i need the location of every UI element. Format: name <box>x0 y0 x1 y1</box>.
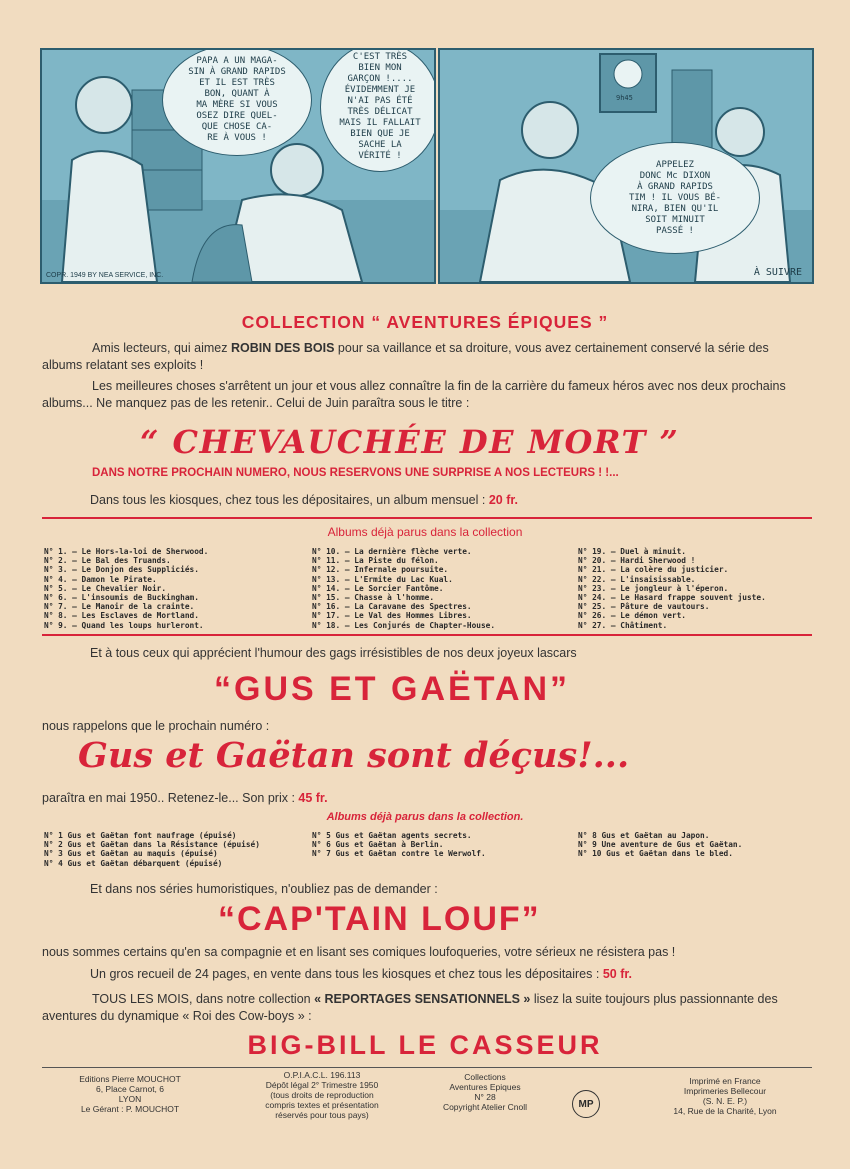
speech-bubble-man: APPELEZ DONC Mc DIXON À GRAND RAPIDS TIM ! IL VOUS BÉ- NIRA, BIEN QU'IL SOIT MINUIT PASSÉ ! <box>590 142 760 254</box>
list-item: N° 8. — Les Esclaves de Mortland. <box>44 611 199 621</box>
footer-line: 6, Place Carnot, 6 <box>95 1084 165 1094</box>
list-item: N° 14. — Le Sorcier Fantôme. <box>312 583 444 593</box>
list-item: N° 16. — La Caravane des Spectres. <box>312 602 472 612</box>
gus-next-title: Gus et Gaëtan sont déçus!... <box>78 735 630 776</box>
next-album-title: “ CHEVAUCHÉE DE MORT ” <box>140 423 680 461</box>
list-item: N° 4 Gus et Gaëtan débarquent (épuisé) <box>44 858 223 868</box>
comic-strip <box>40 48 810 280</box>
list-item: N° 8 Gus et Gaëtan au Japon. <box>578 831 710 840</box>
copyright-credit: COPR. 1949 BY NEA SERVICE, INC. <box>46 272 164 279</box>
kiosk-line: Dans tous les kiosques, chez tous les dépositaires, un album mensuel : 20 fr. <box>90 493 519 507</box>
list-item: N° 26. — Le démon vert. <box>578 611 686 621</box>
list-item: N° 5 Gus et Gaëtan agents secrets. <box>312 831 472 840</box>
list-item: N° 12. — Infernale poursuite. <box>312 565 449 575</box>
footer-line: N° 28 <box>474 1092 496 1102</box>
list-item: N° 21. — La colère du justicier. <box>578 565 729 575</box>
list-item: N° 1 Gus et Gaëtan font naufrage (épuisé) <box>44 831 237 840</box>
list-item: N° 24. — Le Hasard frappe souvent juste. <box>578 593 766 603</box>
list-item: N° 22. — L'insaisissable. <box>578 574 696 584</box>
footer-line: Aventures Epiques <box>449 1082 521 1092</box>
list-item: N° 11. — La Piste du félon. <box>312 556 439 566</box>
divider-top <box>42 517 812 519</box>
gus-list-col1 <box>44 831 260 868</box>
comic-panel-2 <box>438 48 814 284</box>
footer-publisher <box>50 1074 210 1114</box>
list-item: N° 2. — Le Bal des Truands. <box>44 556 171 566</box>
list-item: N° 9 Une aventure de Gus et Gaëtan. <box>578 840 743 850</box>
gus-list-col3 <box>578 831 742 859</box>
gus-title: “GUS ET GAËTAN” <box>214 670 571 708</box>
surprise-announcement: DANS NOTRE PROCHAIN NUMERO, NOUS RESERVONS UNE SURPRISE A NOS LECTEURS ! !... <box>92 467 619 479</box>
list-item: N° 18. — Les Conjurés de Chapter-House. <box>312 620 496 630</box>
footer-line: réservés pour tous pays) <box>275 1110 369 1120</box>
divider-bottom <box>42 634 812 636</box>
to-be-continued: À SUIVRE <box>753 267 802 278</box>
list-item: N° 25. — Pâture de vautours. <box>578 602 710 612</box>
footer-line: Collections <box>464 1072 506 1082</box>
bigbill-title: BIG-BILL LE CASSEUR <box>247 1030 603 1060</box>
gus-list-col2 <box>312 831 486 859</box>
list-item: N° 7. — Le Manoir de la crainte. <box>44 602 195 612</box>
footer-line: Dépôt légal 2° Trimestre 1950 <box>265 1080 379 1090</box>
list-item: N° 5. — Le Chevalier Noir. <box>44 583 167 593</box>
list-item: N° 15. — Chasse à l'homme. <box>312 593 435 603</box>
louf-title: “CAP'TAIN LOUF” <box>218 900 541 938</box>
publisher-logo: MP <box>572 1090 600 1118</box>
louf-paragraph: nous sommes certains qu'en sa compagnie et en lisant ses comiques loufoqueries, votre sérieux ne résistera pas ! <box>42 945 676 959</box>
list-item: N° 23. — Le jongleur à l'éperon. <box>578 583 729 593</box>
louf-intro: Et dans nos séries humoristiques, n'oubliez pas de demander : <box>90 882 438 896</box>
albums-list-col1 <box>44 547 208 630</box>
list-item: N° 4. — Damon le Pirate. <box>44 574 157 584</box>
footer-line: compris textes et présentation <box>265 1100 379 1110</box>
footer-legal <box>232 1070 412 1120</box>
list-item: N° 19. — Duel à minuit. <box>578 547 686 556</box>
comic-panel-1 <box>40 48 436 284</box>
list-item: N° 13. — L'Ermite du Lac Kual. <box>312 574 453 584</box>
reportages-paragraph: TOUS LES MOIS, dans notre collection « REPORTAGES SENSATIONNELS » lisez la suite toujours plus passionnante des aventures du dynamique « Roi des Cow-boys » : <box>42 992 778 1023</box>
collection-title: COLLECTION “ AVENTURES ÉPIQUES ” <box>241 312 609 332</box>
footer-line: Editions Pierre MOUCHOT <box>79 1074 181 1084</box>
ending-paragraph: Les meilleures choses s'arrêtent un jour et vous allez connaître la fin de la carrière du fameux héros avec nos deux prochains albums... Ne manquez pas de les retenir.. Celui de Juin paraîtra sous le titre : <box>42 379 786 410</box>
gus-release: paraîtra en mai 1950.. Retenez-le... Son prix : 45 fr. <box>42 791 328 805</box>
gus-intro: Et à tous ceux qui apprécient l'humour des gags irrésistibles de nos deux joyeux lascars <box>90 646 577 660</box>
list-item: N° 20. — Hardi Sherwood ! <box>578 556 696 566</box>
albums-title-aventures: Albums déjà parus dans la collection <box>327 525 523 539</box>
footer-line: (S. N. E. P.) <box>702 1096 748 1106</box>
clock-time: 9h45 <box>616 94 633 102</box>
intro-paragraph: Amis lecteurs, qui aimez ROBIN DES BOIS pour sa vaillance et sa droiture, vous avez certainement conservé la série des albums relatant ses exploits ! <box>42 341 769 372</box>
footer-printer <box>640 1076 810 1116</box>
louf-recueil: Un gros recueil de 24 pages, en vente dans tous les kiosques et chez tous les dépositaires : 50 fr. <box>90 967 632 981</box>
footer-line: 14, Rue de la Charité, Lyon <box>673 1106 777 1116</box>
footer-line: (tous droits de reproduction <box>270 1090 374 1100</box>
list-item: N° 10 Gus et Gaëtan dans le bled. <box>578 849 733 859</box>
footer-line: Imprimé en France <box>689 1076 761 1086</box>
albums-title-gus: Albums déjà parus dans la collection. <box>326 811 524 823</box>
albums-list-col2 <box>312 547 495 630</box>
footer-divider <box>42 1067 812 1068</box>
footer-line: O.P.I.A.C.L. 196.113 <box>283 1070 361 1080</box>
list-item: N° 1. — Le Hors-la-loi de Sherwood. <box>44 547 209 556</box>
list-item: N° 7 Gus et Gaëtan contre le Werwolf. <box>312 849 486 859</box>
footer-line: Imprimeries Bellecour <box>683 1086 767 1096</box>
footer-line: Copyright Atelier Cnoll <box>442 1102 528 1112</box>
footer-line: Le Gérant : P. MOUCHOT <box>80 1104 180 1114</box>
speech-bubble-old-man: C'EST TRÈS BIEN MON GARÇON !.... ÉVIDEMMENT JE N'AI PAS ÉTÉ TRÈS DÉLICAT MAIS IL FALLAIT BIEN QUE JE SACHE LA VÉRITÉ ! <box>320 48 436 172</box>
list-item: N° 10. — La dernière flèche verte. <box>312 547 472 556</box>
list-item: N° 3 Gus et Gaëtan au maquis (épuisé) <box>44 849 218 859</box>
list-item: N° 27. — Châtiment. <box>578 620 668 630</box>
albums-list-col3 <box>578 547 766 630</box>
list-item: N° 6 Gus et Gaëtan à Berlin. <box>312 840 444 850</box>
list-item: N° 3. — Le Donjon des Suppliciés. <box>44 565 199 575</box>
gus-reminder: nous rappelons que le prochain numéro : <box>42 719 270 733</box>
list-item: N° 6. — L'insoumis de Buckingham. <box>44 593 199 603</box>
speech-bubble-boy: PAPA A UN MAGA- SIN À GRAND RAPIDS ET IL EST TRÈS BON, QUANT À MA MÈRE SI VOUS OSEZ DIRE QUEL- QUE CHOSE CA- RE À VOUS ! <box>162 48 312 156</box>
list-item: N° 2 Gus et Gaëtan dans la Résistance (épuisé) <box>44 840 260 850</box>
footer-line: LYON <box>118 1094 142 1104</box>
footer-collection <box>410 1072 560 1112</box>
list-item: N° 9. — Quand les loups hurleront. <box>44 620 204 630</box>
list-item: N° 17. — Le Val des Hommes Libres. <box>312 611 472 621</box>
